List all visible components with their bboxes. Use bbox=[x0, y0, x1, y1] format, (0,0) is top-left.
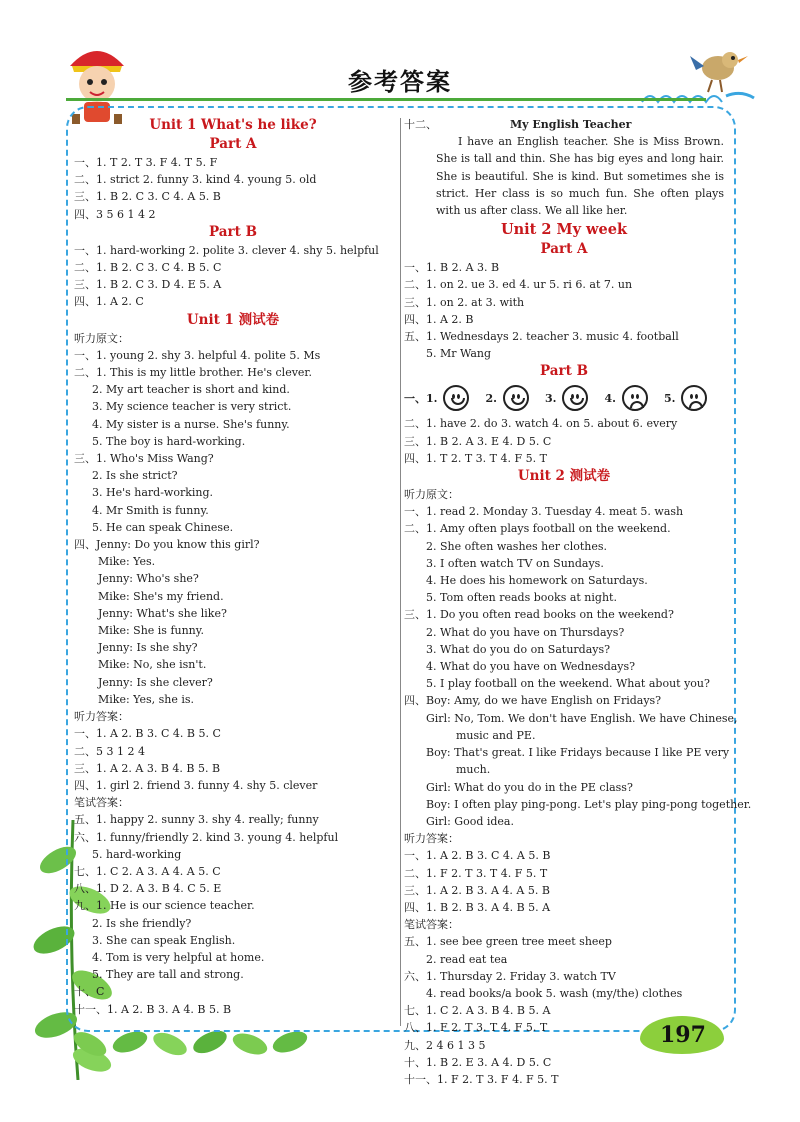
answer-line: 四、1. A 2. C bbox=[74, 295, 144, 309]
answer-line: 3. What do you do on Saturdays? bbox=[426, 642, 611, 656]
answer-line: 三、1. B 2. C 3. D 4. E 5. A bbox=[74, 278, 222, 292]
answer-line: 4. What do you have on Wednesdays? bbox=[426, 660, 636, 674]
dialogue-line: Jenny: What's she like? bbox=[98, 606, 227, 620]
answer-line: 七、1. C 2. A 3. B 4. B 5. A bbox=[404, 1004, 551, 1018]
answer-line: 一、1. read 2. Monday 3. Tuesday 4. meat 5. wash bbox=[404, 505, 684, 519]
page-title: 参考答案 bbox=[348, 68, 452, 96]
dialogue-line: Mike: Yes, she is. bbox=[98, 692, 195, 706]
answer-line: 十一、1. F 2. T 3. F 4. F 5. T bbox=[404, 1072, 559, 1086]
answer-line: 2. What do you have on Thursdays? bbox=[426, 625, 625, 639]
section-heading: Part A bbox=[540, 241, 588, 258]
dialogue-line: Mike: She is funny. bbox=[98, 624, 205, 638]
answer-line: 2. Is she friendly? bbox=[92, 916, 192, 930]
answer-line: 二、1. strict 2. funny 3. kind 4. young 5. old bbox=[74, 173, 317, 187]
dialogue-continuation: music and PE. bbox=[456, 728, 536, 742]
answer-line: 4. read books/a book 5. wash (my/the) clothes bbox=[426, 986, 683, 1000]
sad-face-icon bbox=[622, 385, 648, 411]
section-heading: Part B bbox=[540, 363, 588, 380]
smiley-label: 5. bbox=[663, 391, 676, 405]
answer-line: 四、Boy: Amy, do we have English on Fridays? bbox=[404, 694, 662, 708]
answer-line: 三、1. A 2. B 3. A 4. A 5. B bbox=[404, 883, 550, 897]
answer-line: Girl: No, Tom. We don't have English. We have Chinese, bbox=[426, 711, 738, 725]
answer-line: 3. My science teacher is very strict. bbox=[92, 400, 292, 414]
answer-line: 六、1. funny/friendly 2. kind 3. young 4. helpful bbox=[74, 830, 339, 844]
answer-line: 四、1. girl 2. friend 3. funny 4. shy 5. clever bbox=[74, 778, 318, 792]
answer-line: 八、1. D 2. A 3. B 4. C 5. E bbox=[74, 882, 222, 896]
right-column bbox=[404, 116, 752, 1088]
answer-line: 4. My sister is a nurse. She's funny. bbox=[92, 417, 290, 431]
answer-line: 十、1. B 2. E 3. A 4. D 5. C bbox=[404, 1055, 552, 1069]
answer-line: 4. Tom is very helpful at home. bbox=[92, 950, 265, 964]
dialogue-continuation: much. bbox=[456, 763, 491, 777]
answer-line: 七、1. C 2. A 3. A 4. A 5. C bbox=[74, 864, 221, 878]
answer-line: 四、Jenny: Do you know this girl? bbox=[74, 538, 260, 552]
answer-line: 四、3 5 6 1 4 2 bbox=[74, 207, 156, 221]
happy-face-icon bbox=[443, 385, 469, 411]
answer-line: 2. My art teacher is short and kind. bbox=[92, 383, 290, 397]
answer-line: 二、1. on 2. ue 3. ed 4. ur 5. ri 6. at 7. un bbox=[404, 278, 633, 292]
unit-heading: Unit 2 My week bbox=[500, 221, 628, 239]
page-number: 197 bbox=[660, 1022, 706, 1048]
answer-line: 八、1. F 2. T 3. T 4. F 5. T bbox=[404, 1021, 548, 1035]
dialogue-line: Jenny: Is she clever? bbox=[98, 675, 213, 689]
answer-line: 二、5 3 1 2 4 bbox=[74, 744, 145, 758]
answer-line: Girl: Good idea. bbox=[426, 814, 514, 828]
smiley-answer-row bbox=[404, 381, 724, 415]
answer-line: 听力原文： bbox=[404, 488, 459, 502]
answer-line: 三、1. Do you often read books on the weekend? bbox=[404, 608, 674, 622]
dialogue-line: Jenny: Is she shy? bbox=[98, 641, 198, 655]
answer-line: 2. Is she strict? bbox=[92, 469, 178, 483]
smiley-prefix: 一、1. bbox=[404, 391, 438, 405]
happy-face-icon bbox=[503, 385, 529, 411]
answer-line: 五、1. happy 2. sunny 3. shy 4. really; funny bbox=[74, 813, 319, 827]
answer-line: 4. He does his homework on Saturdays. bbox=[426, 574, 648, 588]
answer-line: 5. Tom often reads books at night. bbox=[426, 591, 617, 605]
section-heading: Part B bbox=[209, 223, 257, 240]
section-heading: Unit 2 测试卷 bbox=[517, 468, 611, 485]
answer-line: 3. I often watch TV on Sundays. bbox=[426, 556, 604, 570]
section-heading: Unit 1 测试卷 bbox=[186, 311, 280, 328]
smiley-label: 2. bbox=[485, 391, 497, 405]
answer-line: 5. Mr Wang bbox=[426, 347, 492, 361]
dialogue-line: Mike: She's my friend. bbox=[98, 589, 224, 603]
answer-line: 三、1. A 2. A 3. B 4. B 5. B bbox=[74, 761, 221, 775]
answer-line: 2. She often washes her clothes. bbox=[426, 539, 607, 553]
essay-title-line bbox=[404, 116, 724, 133]
smiley-label: 4. bbox=[604, 391, 616, 405]
answer-line: 三、1. B 2. A 3. E 4. D 5. C bbox=[404, 434, 552, 448]
answer-line: 四、1. B 2. B 3. A 4. B 5. A bbox=[404, 900, 551, 914]
answer-line: 笔试答案： bbox=[74, 796, 129, 810]
answer-line: 五、1. see bee green tree meet sheep bbox=[404, 935, 612, 949]
sad-face-icon bbox=[681, 385, 707, 411]
dialogue-line: Jenny: Who's she? bbox=[98, 572, 199, 586]
essay-title: My English Teacher bbox=[510, 118, 632, 131]
answer-line: 4. Mr Smith is funny. bbox=[92, 503, 209, 517]
answer-line: Boy: That's great. I like Fridays because I like PE very bbox=[426, 746, 730, 760]
section-heading: Unit 1 What's he like? bbox=[149, 117, 317, 133]
answer-line: 5. They are tall and strong. bbox=[92, 968, 244, 982]
essay-text: I have an English teacher. She is Miss Brown. She is tall and thin. She has big eyes and long hair. She is beautiful. She is kind. But sometimes she is strict. Her class is so much fun. She often plays with us after class. We all like her. bbox=[436, 135, 724, 218]
left-column bbox=[74, 116, 392, 1018]
answer-line: 二、1. This is my little brother. He's clever. bbox=[74, 366, 312, 380]
answer-line: 一、1. B 2. A 3. B bbox=[404, 261, 500, 275]
answer-line: 六、1. Thursday 2. Friday 3. watch TV bbox=[404, 969, 616, 983]
answer-line: 一、1. T 2. T 3. F 4. T 5. F bbox=[74, 156, 218, 169]
answer-line: 听力原文： bbox=[74, 331, 129, 345]
answer-line: 十、C bbox=[74, 985, 105, 999]
answer-line: 五、1. Wednesdays 2. teacher 3. music 4. football bbox=[404, 330, 679, 344]
answer-line: 2. read eat tea bbox=[426, 952, 508, 966]
answer-line: 5. hard-working bbox=[92, 847, 182, 861]
dialogue-line: Mike: Yes. bbox=[98, 555, 156, 569]
answer-line: 十一、1. A 2. B 3. A 4. B 5. B bbox=[74, 1002, 232, 1016]
answer-line: 一、1. A 2. B 3. C 4. A 5. B bbox=[404, 849, 551, 863]
column-divider bbox=[400, 118, 401, 1026]
answer-line: 3. She can speak English. bbox=[92, 933, 236, 947]
answer-line: 二、1. B 2. C 3. C 4. B 5. C bbox=[74, 261, 222, 275]
answer-line: Girl: What do you do in the PE class? bbox=[426, 780, 633, 794]
answer-line: 三、1. on 2. at 3. with bbox=[404, 295, 525, 309]
answer-line: 3. He's hard-working. bbox=[92, 486, 214, 500]
answer-line: 5. The boy is hard-working. bbox=[92, 434, 246, 448]
title-underline bbox=[66, 98, 706, 101]
smiley-label: 3. bbox=[544, 391, 557, 405]
answer-line: 九、1. He is our science teacher. bbox=[74, 899, 255, 913]
answer-line: 九、2 4 6 1 3 5 bbox=[404, 1038, 486, 1052]
answer-line: 5. I play football on the weekend. What about you? bbox=[426, 677, 710, 691]
answer-line: 四、1. T 2. T 3. T 4. F 5. T bbox=[404, 451, 547, 465]
answer-line: 听力答案： bbox=[74, 710, 129, 724]
answer-line: 一、1. young 2. shy 3. helpful 4. polite 5. Ms bbox=[74, 348, 321, 362]
answer-line: Boy: I often play ping-pong. Let's play ping-pong together. bbox=[426, 797, 752, 811]
answer-line: 二、1. have 2. do 3. watch 4. on 5. about 6. every bbox=[404, 417, 678, 431]
answer-line: 四、1. A 2. B bbox=[404, 312, 474, 326]
happy-face-icon bbox=[562, 385, 588, 411]
answer-line: 三、1. B 2. C 3. C 4. A 5. B bbox=[74, 190, 221, 204]
answer-line: 三、1. Who's Miss Wang? bbox=[74, 452, 214, 466]
answer-line: 二、1. Amy often plays football on the weekend. bbox=[404, 522, 671, 536]
answer-line: 二、1. F 2. T 3. T 4. F 5. T bbox=[404, 866, 548, 880]
answer-line: 5. He can speak Chinese. bbox=[92, 520, 234, 534]
answer-line: 一、1. A 2. B 3. C 4. B 5. C bbox=[74, 727, 221, 741]
essay-question-label: 十二、 bbox=[404, 118, 437, 131]
dialogue-line: Mike: No, she isn't. bbox=[98, 658, 207, 672]
answer-line: 一、1. hard-working 2. polite 3. clever 4. shy 5. helpful bbox=[74, 243, 379, 257]
section-heading: Part A bbox=[209, 136, 257, 152]
answer-line: 听力答案： bbox=[404, 832, 459, 846]
right-answers bbox=[404, 219, 752, 1088]
answer-line: 笔试答案： bbox=[404, 918, 459, 932]
